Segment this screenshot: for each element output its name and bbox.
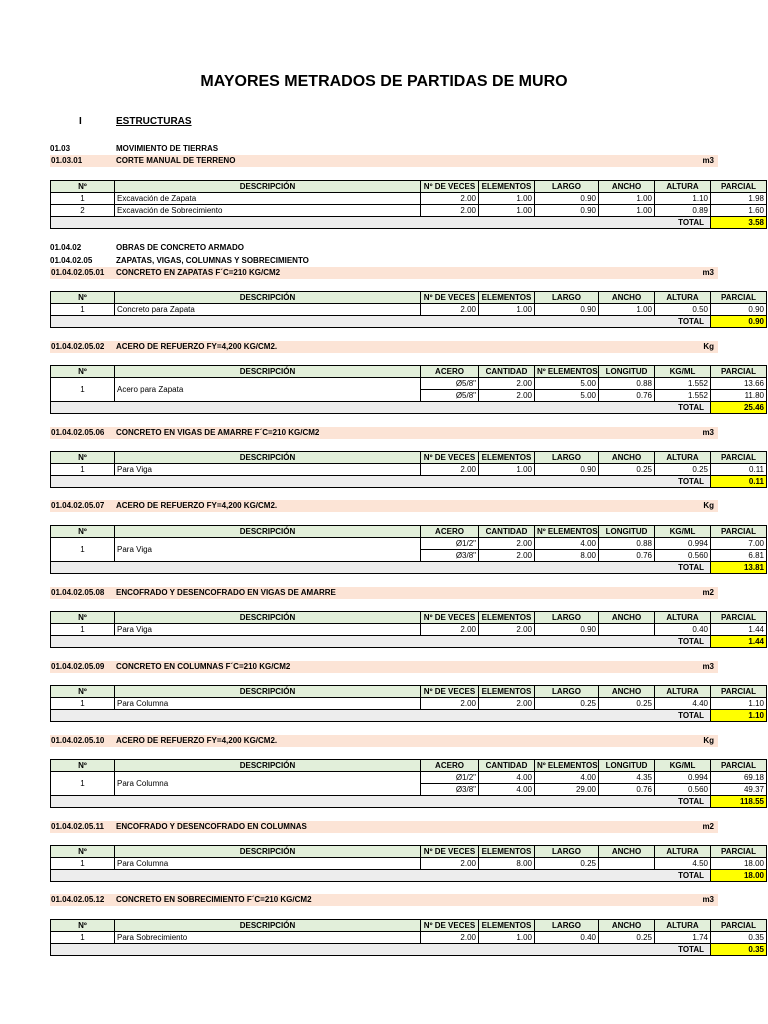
section-number: I bbox=[79, 116, 82, 127]
col-header: ELEMENTOS bbox=[479, 292, 535, 304]
col-header: KG/ML bbox=[655, 760, 711, 772]
cell: 0.90 bbox=[535, 193, 599, 205]
col-header: PARCIAL bbox=[711, 292, 767, 304]
col-header: ALTURA bbox=[655, 920, 711, 932]
col-header: PARCIAL bbox=[711, 526, 767, 538]
total-value: 0.90 bbox=[711, 316, 767, 328]
cell: 1.552 bbox=[655, 390, 711, 402]
cell: 0.89 bbox=[655, 205, 711, 217]
col-header: ACERO bbox=[421, 366, 479, 378]
col-header: PARCIAL bbox=[711, 846, 767, 858]
cell: 0.90 bbox=[535, 205, 599, 217]
item-unit: m3 bbox=[702, 156, 714, 165]
cell: Ø3/8" bbox=[421, 784, 479, 796]
col-header: Nº ELEMENTOS bbox=[535, 366, 599, 378]
total-value: 13.81 bbox=[711, 562, 767, 574]
page-title: MAYORES METRADOS DE PARTIDAS DE MURO bbox=[200, 73, 568, 90]
cell: Para Columna bbox=[115, 772, 421, 796]
col-header: ANCHO bbox=[599, 292, 655, 304]
col-header: Nº DE VECES bbox=[421, 181, 479, 193]
cell: 0.11 bbox=[711, 464, 767, 476]
cell: 1.00 bbox=[599, 205, 655, 217]
cell: 1 bbox=[51, 932, 115, 944]
cell: Ø1/2" bbox=[421, 772, 479, 784]
cell: 8.00 bbox=[479, 858, 535, 870]
item-code: 01.04.02.05.07 bbox=[51, 501, 105, 510]
item-code: 01.04.02.05.11 bbox=[51, 822, 104, 831]
group-header-obras bbox=[50, 243, 245, 252]
col-header: DESCRIPCIÓN bbox=[115, 452, 421, 464]
col-header: DESCRIPCIÓN bbox=[115, 526, 421, 538]
cell: Para Viga bbox=[115, 538, 421, 562]
item-desc: ENCOFRADO Y DESENCOFRADO EN COLUMNAS bbox=[116, 822, 307, 831]
item-bar-encofrado-columnas bbox=[50, 821, 718, 833]
col-header: ANCHO bbox=[599, 452, 655, 464]
table-row bbox=[51, 378, 767, 390]
col-header: LARGO bbox=[535, 920, 599, 932]
col-header: ELEMENTOS bbox=[479, 612, 535, 624]
total-label: TOTAL bbox=[51, 944, 711, 956]
col-header: Nº ELEMENTOS bbox=[535, 760, 599, 772]
table-header bbox=[51, 181, 767, 193]
metrado-table bbox=[50, 180, 767, 229]
col-header: ANCHO bbox=[599, 686, 655, 698]
cell: 2.00 bbox=[421, 205, 479, 217]
cell: Ø3/8" bbox=[421, 550, 479, 562]
total-row bbox=[51, 796, 767, 808]
cell: 2.00 bbox=[479, 550, 535, 562]
total-value: 0.35 bbox=[711, 944, 767, 956]
col-header: ELEMENTOS bbox=[479, 452, 535, 464]
total-label: TOTAL bbox=[51, 562, 711, 574]
cell: 0.35 bbox=[711, 932, 767, 944]
col-header: ALTURA bbox=[655, 292, 711, 304]
cell: 2.00 bbox=[421, 858, 479, 870]
total-label: TOTAL bbox=[51, 476, 711, 488]
cell: Ø1/2" bbox=[421, 538, 479, 550]
table-row bbox=[51, 624, 767, 636]
cell: 1.00 bbox=[599, 193, 655, 205]
table-header bbox=[51, 760, 767, 772]
cell: 1 bbox=[51, 772, 115, 796]
cell: 1.00 bbox=[599, 304, 655, 316]
total-row bbox=[51, 402, 767, 414]
col-header: KG/ML bbox=[655, 366, 711, 378]
table-row bbox=[51, 932, 767, 944]
col-header: LARGO bbox=[535, 686, 599, 698]
group-code: 01.04.02 bbox=[50, 243, 82, 252]
col-header: PARCIAL bbox=[711, 181, 767, 193]
col-header: KG/ML bbox=[655, 526, 711, 538]
metrado-table bbox=[50, 611, 767, 648]
cell: 4.00 bbox=[479, 772, 535, 784]
col-header: ACERO bbox=[421, 526, 479, 538]
total-row bbox=[51, 870, 767, 882]
cell: 1.98 bbox=[711, 193, 767, 205]
col-header: DESCRIPCIÓN bbox=[115, 920, 421, 932]
table-header bbox=[51, 366, 767, 378]
table-row bbox=[51, 858, 767, 870]
cell: Para Columna bbox=[115, 858, 421, 870]
cell: 0.40 bbox=[655, 624, 711, 636]
col-header: DESCRIPCIÓN bbox=[115, 181, 421, 193]
table-row bbox=[51, 538, 767, 550]
item-code: 01.04.02.05.01 bbox=[51, 268, 105, 277]
table-row bbox=[51, 304, 767, 316]
item-bar-acero-viga bbox=[50, 500, 718, 512]
cell: Excavación de Sobrecimiento bbox=[115, 205, 421, 217]
item-unit: Kg bbox=[703, 501, 714, 510]
col-header: ANCHO bbox=[599, 181, 655, 193]
cell: 11.80 bbox=[711, 390, 767, 402]
col-header: CANTIDAD bbox=[479, 366, 535, 378]
item-code: 01.04.02.05.08 bbox=[51, 588, 105, 597]
cell: 1.10 bbox=[711, 698, 767, 710]
metrado-table bbox=[50, 291, 767, 328]
total-row bbox=[51, 562, 767, 574]
cell: 1 bbox=[51, 304, 115, 316]
group-code: 01.04.02.05 bbox=[50, 256, 93, 265]
cell: 1 bbox=[51, 858, 115, 870]
cell: 0.88 bbox=[599, 538, 655, 550]
item-code: 01.04.02.05.06 bbox=[51, 428, 105, 437]
col-header: ALTURA bbox=[655, 181, 711, 193]
cell: 1.00 bbox=[479, 464, 535, 476]
col-header: PARCIAL bbox=[711, 612, 767, 624]
cell: 1 bbox=[51, 698, 115, 710]
col-header: DESCRIPCIÓN bbox=[115, 846, 421, 858]
total-row bbox=[51, 710, 767, 722]
cell: 2.00 bbox=[421, 698, 479, 710]
item-bar-concreto-zapatas bbox=[50, 267, 718, 279]
section-label: ESTRUCTURAS bbox=[116, 116, 192, 127]
cell: 0.88 bbox=[599, 378, 655, 390]
cell: 1.00 bbox=[479, 304, 535, 316]
total-row bbox=[51, 636, 767, 648]
cell: 6.81 bbox=[711, 550, 767, 562]
cell: 0.25 bbox=[599, 932, 655, 944]
col-header: DESCRIPCIÓN bbox=[115, 760, 421, 772]
col-header: PARCIAL bbox=[711, 686, 767, 698]
item-unit: m3 bbox=[702, 268, 714, 277]
cell: 2.00 bbox=[479, 378, 535, 390]
cell bbox=[599, 858, 655, 870]
cell: 0.90 bbox=[535, 304, 599, 316]
col-header: PARCIAL bbox=[711, 452, 767, 464]
cell: 29.00 bbox=[535, 784, 599, 796]
col-header: ANCHO bbox=[599, 920, 655, 932]
col-header: Nº bbox=[51, 686, 115, 698]
cell: 1.60 bbox=[711, 205, 767, 217]
table-header bbox=[51, 292, 767, 304]
col-header: ELEMENTOS bbox=[479, 846, 535, 858]
cell: 7.00 bbox=[711, 538, 767, 550]
cell: 1.74 bbox=[655, 932, 711, 944]
col-header: Nº DE VECES bbox=[421, 292, 479, 304]
cell: 1.44 bbox=[711, 624, 767, 636]
group-code: 01.03 bbox=[50, 144, 71, 153]
cell: 0.25 bbox=[655, 464, 711, 476]
col-header: LONGITUD bbox=[599, 760, 655, 772]
cell: 0.25 bbox=[535, 698, 599, 710]
col-header: ELEMENTOS bbox=[479, 920, 535, 932]
item-bar-concreto-columnas bbox=[50, 661, 718, 673]
cell: 2.00 bbox=[421, 624, 479, 636]
cell: 0.560 bbox=[655, 550, 711, 562]
table-header bbox=[51, 612, 767, 624]
group-label: ZAPATAS, VIGAS, COLUMNAS Y SOBRECIMIENTO bbox=[116, 256, 309, 265]
cell: 0.994 bbox=[655, 772, 711, 784]
cell: Para Viga bbox=[115, 624, 421, 636]
col-header: LARGO bbox=[535, 181, 599, 193]
col-header: LARGO bbox=[535, 292, 599, 304]
item-desc: CONCRETO EN COLUMNAS F´C=210 KG/CM2 bbox=[116, 662, 291, 671]
cell: 2.00 bbox=[421, 932, 479, 944]
total-value: 18.00 bbox=[711, 870, 767, 882]
total-value: 1.10 bbox=[711, 710, 767, 722]
cell: 1 bbox=[51, 464, 115, 476]
col-header: PARCIAL bbox=[711, 366, 767, 378]
cell: Ø5/8" bbox=[421, 378, 479, 390]
col-header: Nº DE VECES bbox=[421, 846, 479, 858]
total-value: 25.46 bbox=[711, 402, 767, 414]
col-header: LARGO bbox=[535, 846, 599, 858]
metrado-table bbox=[50, 685, 767, 722]
col-header: Nº bbox=[51, 760, 115, 772]
metrado-table bbox=[50, 451, 767, 488]
cell: 0.90 bbox=[535, 464, 599, 476]
cell: 0.40 bbox=[535, 932, 599, 944]
item-bar-acero-columna bbox=[50, 735, 718, 747]
table-row bbox=[51, 464, 767, 476]
acero-table bbox=[50, 365, 767, 414]
col-header: ALTURA bbox=[655, 452, 711, 464]
cell: 0.25 bbox=[599, 464, 655, 476]
col-header: PARCIAL bbox=[711, 920, 767, 932]
col-header: CANTIDAD bbox=[479, 526, 535, 538]
cell: 0.25 bbox=[599, 698, 655, 710]
col-header: LONGITUD bbox=[599, 366, 655, 378]
item-desc: ACERO DE REFUERZO FY=4,200 KG/CM2. bbox=[116, 342, 278, 351]
total-value: 0.11 bbox=[711, 476, 767, 488]
table-header bbox=[51, 526, 767, 538]
col-header: ACERO bbox=[421, 760, 479, 772]
cell: 0.76 bbox=[599, 784, 655, 796]
total-label: TOTAL bbox=[51, 796, 711, 808]
table-header bbox=[51, 920, 767, 932]
col-header: DESCRIPCIÓN bbox=[115, 292, 421, 304]
table-row bbox=[51, 698, 767, 710]
item-code: 01.04.02.05.02 bbox=[51, 342, 105, 351]
col-header: ALTURA bbox=[655, 686, 711, 698]
group-label: OBRAS DE CONCRETO ARMADO bbox=[116, 243, 245, 252]
total-value: 3.58 bbox=[711, 217, 767, 229]
cell: 0.76 bbox=[599, 550, 655, 562]
col-header: Nº bbox=[51, 181, 115, 193]
cell: 18.00 bbox=[711, 858, 767, 870]
cell: 2.00 bbox=[421, 464, 479, 476]
col-header: Nº bbox=[51, 292, 115, 304]
col-header: Nº DE VECES bbox=[421, 920, 479, 932]
total-label: TOTAL bbox=[51, 217, 711, 229]
col-header: ELEMENTOS bbox=[479, 686, 535, 698]
col-header: Nº DE VECES bbox=[421, 612, 479, 624]
cell: 1.00 bbox=[479, 932, 535, 944]
cell bbox=[599, 624, 655, 636]
group-label: MOVIMIENTO DE TIERRAS bbox=[116, 144, 219, 153]
cell: 0.90 bbox=[535, 624, 599, 636]
cell: 1 bbox=[51, 538, 115, 562]
total-value: 118.55 bbox=[711, 796, 767, 808]
acero-table bbox=[50, 759, 767, 808]
cell: 4.00 bbox=[535, 772, 599, 784]
cell: 1 bbox=[51, 193, 115, 205]
col-header: PARCIAL bbox=[711, 760, 767, 772]
col-header: DESCRIPCIÓN bbox=[115, 686, 421, 698]
acero-table bbox=[50, 525, 767, 574]
metrado-table bbox=[50, 919, 767, 956]
item-code: 01.04.02.05.09 bbox=[51, 662, 105, 671]
cell: 49.37 bbox=[711, 784, 767, 796]
cell: 4.00 bbox=[479, 784, 535, 796]
col-header: Nº bbox=[51, 366, 115, 378]
total-label: TOTAL bbox=[51, 870, 711, 882]
col-header: Nº bbox=[51, 452, 115, 464]
col-header: ANCHO bbox=[599, 612, 655, 624]
cell: 0.994 bbox=[655, 538, 711, 550]
item-desc: ACERO DE REFUERZO FY=4,200 KG/CM2. bbox=[116, 501, 278, 510]
item-unit: m2 bbox=[702, 822, 714, 831]
cell: Excavación de Zapata bbox=[115, 193, 421, 205]
col-header: LONGITUD bbox=[599, 526, 655, 538]
cell: 1.00 bbox=[479, 193, 535, 205]
cell: 2.00 bbox=[421, 304, 479, 316]
col-header: DESCRIPCIÓN bbox=[115, 612, 421, 624]
col-header: LARGO bbox=[535, 612, 599, 624]
cell: 1.552 bbox=[655, 378, 711, 390]
table-header bbox=[51, 452, 767, 464]
total-label: TOTAL bbox=[51, 710, 711, 722]
cell: Para Viga bbox=[115, 464, 421, 476]
table-header bbox=[51, 846, 767, 858]
cell: 2.00 bbox=[479, 698, 535, 710]
item-desc: ACERO DE REFUERZO FY=4,200 KG/CM2. bbox=[116, 736, 278, 745]
cell: Para Sobrecimiento bbox=[115, 932, 421, 944]
col-header: ALTURA bbox=[655, 612, 711, 624]
cell: 1 bbox=[51, 624, 115, 636]
cell: 1.10 bbox=[655, 193, 711, 205]
cell: 2.00 bbox=[479, 624, 535, 636]
col-header: ELEMENTOS bbox=[479, 181, 535, 193]
metrado-table bbox=[50, 845, 767, 882]
col-header: LARGO bbox=[535, 452, 599, 464]
col-header: Nº bbox=[51, 846, 115, 858]
item-code: 01.03.01 bbox=[51, 156, 83, 165]
item-bar-acero-zapata bbox=[50, 341, 718, 353]
cell: 5.00 bbox=[535, 378, 599, 390]
total-value: 1.44 bbox=[711, 636, 767, 648]
item-bar-concreto-vigas bbox=[50, 427, 718, 439]
cell: 2 bbox=[51, 205, 115, 217]
col-header: Nº DE VECES bbox=[421, 686, 479, 698]
total-label: TOTAL bbox=[51, 636, 711, 648]
col-header: Nº ELEMENTOS bbox=[535, 526, 599, 538]
col-header: ALTURA bbox=[655, 846, 711, 858]
item-desc: CONCRETO EN ZAPATAS F´C=210 KG/CM2 bbox=[116, 268, 281, 277]
total-label: TOTAL bbox=[51, 316, 711, 328]
item-bar-concreto-sobrecimiento bbox=[50, 894, 718, 906]
cell: 8.00 bbox=[535, 550, 599, 562]
total-row bbox=[51, 476, 767, 488]
cell: 0.76 bbox=[599, 390, 655, 402]
cell: 0.50 bbox=[655, 304, 711, 316]
col-header: Nº bbox=[51, 526, 115, 538]
cell: 5.00 bbox=[535, 390, 599, 402]
table-row bbox=[51, 772, 767, 784]
cell: 0.560 bbox=[655, 784, 711, 796]
col-header: DESCRIPCIÓN bbox=[115, 366, 421, 378]
table-row bbox=[51, 205, 767, 217]
cell: 2.00 bbox=[479, 390, 535, 402]
col-header: ANCHO bbox=[599, 846, 655, 858]
cell: 13.66 bbox=[711, 378, 767, 390]
cell: 4.40 bbox=[655, 698, 711, 710]
col-header: Nº bbox=[51, 920, 115, 932]
cell: 4.50 bbox=[655, 858, 711, 870]
item-unit: m3 bbox=[702, 662, 714, 671]
item-code: 01.04.02.05.10 bbox=[51, 736, 105, 745]
item-unit: m3 bbox=[702, 895, 714, 904]
group-header-movimiento bbox=[50, 144, 219, 153]
cell: 0.90 bbox=[711, 304, 767, 316]
col-header: Nº DE VECES bbox=[421, 452, 479, 464]
table-row bbox=[51, 193, 767, 205]
cell: 2.00 bbox=[421, 193, 479, 205]
cell: 69.18 bbox=[711, 772, 767, 784]
item-desc: CONCRETO EN VIGAS DE AMARRE F´C=210 KG/CM2 bbox=[116, 428, 320, 437]
item-desc: ENCOFRADO Y DESENCOFRADO EN VIGAS DE AMARRE bbox=[116, 588, 336, 597]
cell: 4.00 bbox=[535, 538, 599, 550]
cell: 1 bbox=[51, 378, 115, 402]
item-bar-encofrado-vigas bbox=[50, 587, 718, 599]
total-row bbox=[51, 217, 767, 229]
item-unit: Kg bbox=[703, 736, 714, 745]
cell: Ø5/8" bbox=[421, 390, 479, 402]
item-desc: CORTE MANUAL DE TERRENO bbox=[116, 156, 236, 165]
group-header-zapatas bbox=[50, 256, 309, 265]
cell: Acero para Zapata bbox=[115, 378, 421, 402]
cell: 2.00 bbox=[479, 538, 535, 550]
col-header: CANTIDAD bbox=[479, 760, 535, 772]
col-header: Nº bbox=[51, 612, 115, 624]
total-label: TOTAL bbox=[51, 402, 711, 414]
cell: 1.00 bbox=[479, 205, 535, 217]
item-unit: Kg bbox=[703, 342, 714, 351]
table-header bbox=[51, 686, 767, 698]
item-code: 01.04.02.05.12 bbox=[51, 895, 105, 904]
cell: 4.35 bbox=[599, 772, 655, 784]
item-desc: CONCRETO EN SOBRECIMIENTO F´C=210 KG/CM2 bbox=[116, 895, 312, 904]
cell: Para Columna bbox=[115, 698, 421, 710]
total-row bbox=[51, 316, 767, 328]
cell: Concreto para Zapata bbox=[115, 304, 421, 316]
cell: 0.25 bbox=[535, 858, 599, 870]
item-unit: m3 bbox=[702, 428, 714, 437]
item-bar-corte bbox=[50, 155, 718, 167]
item-unit: m2 bbox=[702, 588, 714, 597]
total-row bbox=[51, 944, 767, 956]
